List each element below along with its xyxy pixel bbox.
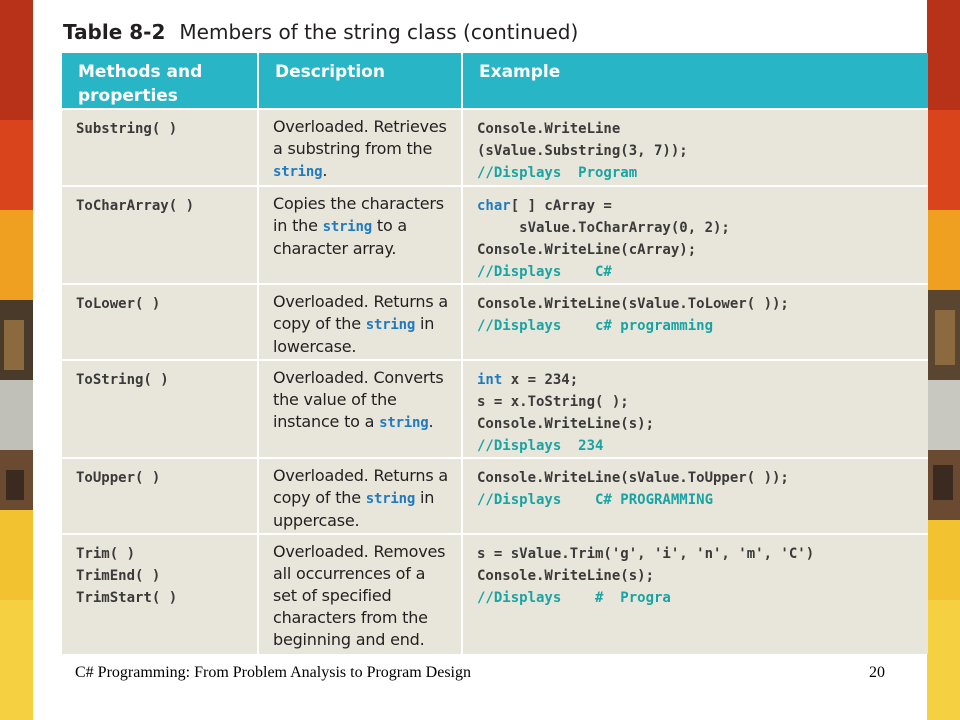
method-cell <box>62 284 258 360</box>
code-text: //Displays 234 <box>477 438 604 454</box>
code-text: //Displays # Progra <box>477 590 671 606</box>
table-row <box>62 534 928 654</box>
description-post: in lowercase. <box>273 314 435 356</box>
method-cell <box>62 360 258 458</box>
example-cell <box>462 186 928 284</box>
method-name: ToString( ) <box>76 372 169 388</box>
code-keyword: int <box>477 372 503 388</box>
code-example <box>477 116 918 184</box>
description-post: . <box>322 161 328 180</box>
code-example <box>477 541 918 609</box>
code-text: //Displays C# PROGRAMMING <box>477 492 714 508</box>
example-cell <box>462 284 928 360</box>
code-text: Console.WriteLine <box>477 121 621 137</box>
method-cell <box>62 458 258 534</box>
code-line <box>477 489 918 511</box>
header-row <box>62 53 928 109</box>
description-keyword: string <box>273 164 323 180</box>
code-text: Console.WriteLine(sValue.ToUpper( )); <box>477 470 789 486</box>
code-text: Console.WriteLine(s); <box>477 568 655 584</box>
code-line <box>477 435 918 457</box>
code-line <box>477 543 918 565</box>
description-post: to a character array. <box>273 216 408 258</box>
description-keyword: string <box>365 317 416 333</box>
example-cell <box>462 458 928 534</box>
code-line <box>477 565 918 587</box>
code-text: sValue.ToCharArray(0, 2); <box>477 220 730 236</box>
header-methods: Methods and properties <box>62 53 258 109</box>
method-name: ToCharArray( ) <box>76 198 195 214</box>
description-pre: Overloaded. Retrieves a substring from the <box>273 117 447 158</box>
code-example <box>477 367 918 457</box>
code-line <box>477 293 918 315</box>
method-name: ToUpper( ) <box>76 470 161 486</box>
description-text <box>273 541 451 651</box>
code-text: [ ] cArray = <box>510 198 612 214</box>
code-text: //Displays C# <box>477 264 612 280</box>
table-row <box>62 284 928 360</box>
header-description: Description <box>258 53 462 109</box>
code-example <box>477 465 918 511</box>
code-keyword: char <box>477 198 511 214</box>
description-pre: Overloaded. Returns a copy of the <box>273 466 448 507</box>
method-cell <box>62 109 258 186</box>
description-keyword: string <box>379 415 429 431</box>
description-text <box>273 465 451 532</box>
description-pre: Overloaded. Removes all occurrences of a set of specified characters from the beginning and end. <box>273 542 446 649</box>
description-post: in uppercase. <box>273 488 435 530</box>
code-text: (sValue.Substring(3, 7)); <box>477 143 688 159</box>
code-text: x = 234; <box>502 372 579 388</box>
table-number: Table 8-2 <box>63 20 166 44</box>
code-text: //Displays Program <box>477 165 638 181</box>
code-line <box>477 369 918 391</box>
method-name: Substring( ) <box>76 121 178 137</box>
description-cell <box>258 284 462 360</box>
description-pre: Overloaded. Returns a copy of the <box>273 292 448 333</box>
left-photo-strip <box>0 0 33 720</box>
description-pre: Copies the characters in the <box>273 194 444 235</box>
code-line <box>477 217 918 239</box>
table-body <box>62 109 928 654</box>
description-keyword: string <box>322 219 372 235</box>
description-text <box>273 367 451 434</box>
description-keyword: string <box>365 491 416 507</box>
example-cell <box>462 109 928 186</box>
description-text <box>273 116 451 183</box>
description-cell <box>258 186 462 284</box>
footer <box>75 664 885 682</box>
code-line <box>477 587 918 609</box>
code-line <box>477 315 918 337</box>
code-line <box>477 391 918 413</box>
code-text: s = sValue.Trim('g', 'i', 'n', 'm', 'C') <box>477 546 815 562</box>
footer-text: C# Programming: From Problem Analysis to Program Design <box>75 664 471 681</box>
description-cell <box>258 360 462 458</box>
table-row <box>62 360 928 458</box>
code-line <box>477 162 918 184</box>
table-row <box>62 109 928 186</box>
method-name: Trim( ) TrimEnd( ) TrimStart( ) <box>76 546 178 606</box>
slide <box>33 0 927 720</box>
code-line <box>477 467 918 489</box>
table-title <box>63 20 578 44</box>
right-photo-strip <box>927 0 960 720</box>
page-number: 20 <box>869 664 885 681</box>
description-pre: Overloaded. Converts the value of the instance to a <box>273 368 444 431</box>
code-example <box>477 193 918 283</box>
table-row <box>62 186 928 284</box>
table-caption: Members of the string class (continued) <box>179 20 579 44</box>
code-text: Console.WriteLine(s); <box>477 416 655 432</box>
code-line <box>477 261 918 283</box>
members-table <box>62 53 928 654</box>
code-text: Console.WriteLine(sValue.ToLower( )); <box>477 296 789 312</box>
description-cell <box>258 109 462 186</box>
description-cell <box>258 534 462 654</box>
code-line <box>477 195 918 217</box>
description-text <box>273 291 451 358</box>
code-text: s = x.ToString( ); <box>477 394 629 410</box>
code-example <box>477 291 918 337</box>
code-text: //Displays c# programming <box>477 318 714 334</box>
description-cell <box>258 458 462 534</box>
table-row <box>62 458 928 534</box>
method-name: ToLower( ) <box>76 296 161 312</box>
description-text <box>273 193 451 260</box>
method-cell <box>62 186 258 284</box>
example-cell <box>462 360 928 458</box>
code-text: Console.WriteLine(cArray); <box>477 242 697 258</box>
code-line <box>477 239 918 261</box>
code-line <box>477 118 918 140</box>
method-cell <box>62 534 258 654</box>
code-line <box>477 413 918 435</box>
example-cell <box>462 534 928 654</box>
header-example: Example <box>462 53 928 109</box>
description-post: . <box>428 412 434 431</box>
code-line <box>477 140 918 162</box>
